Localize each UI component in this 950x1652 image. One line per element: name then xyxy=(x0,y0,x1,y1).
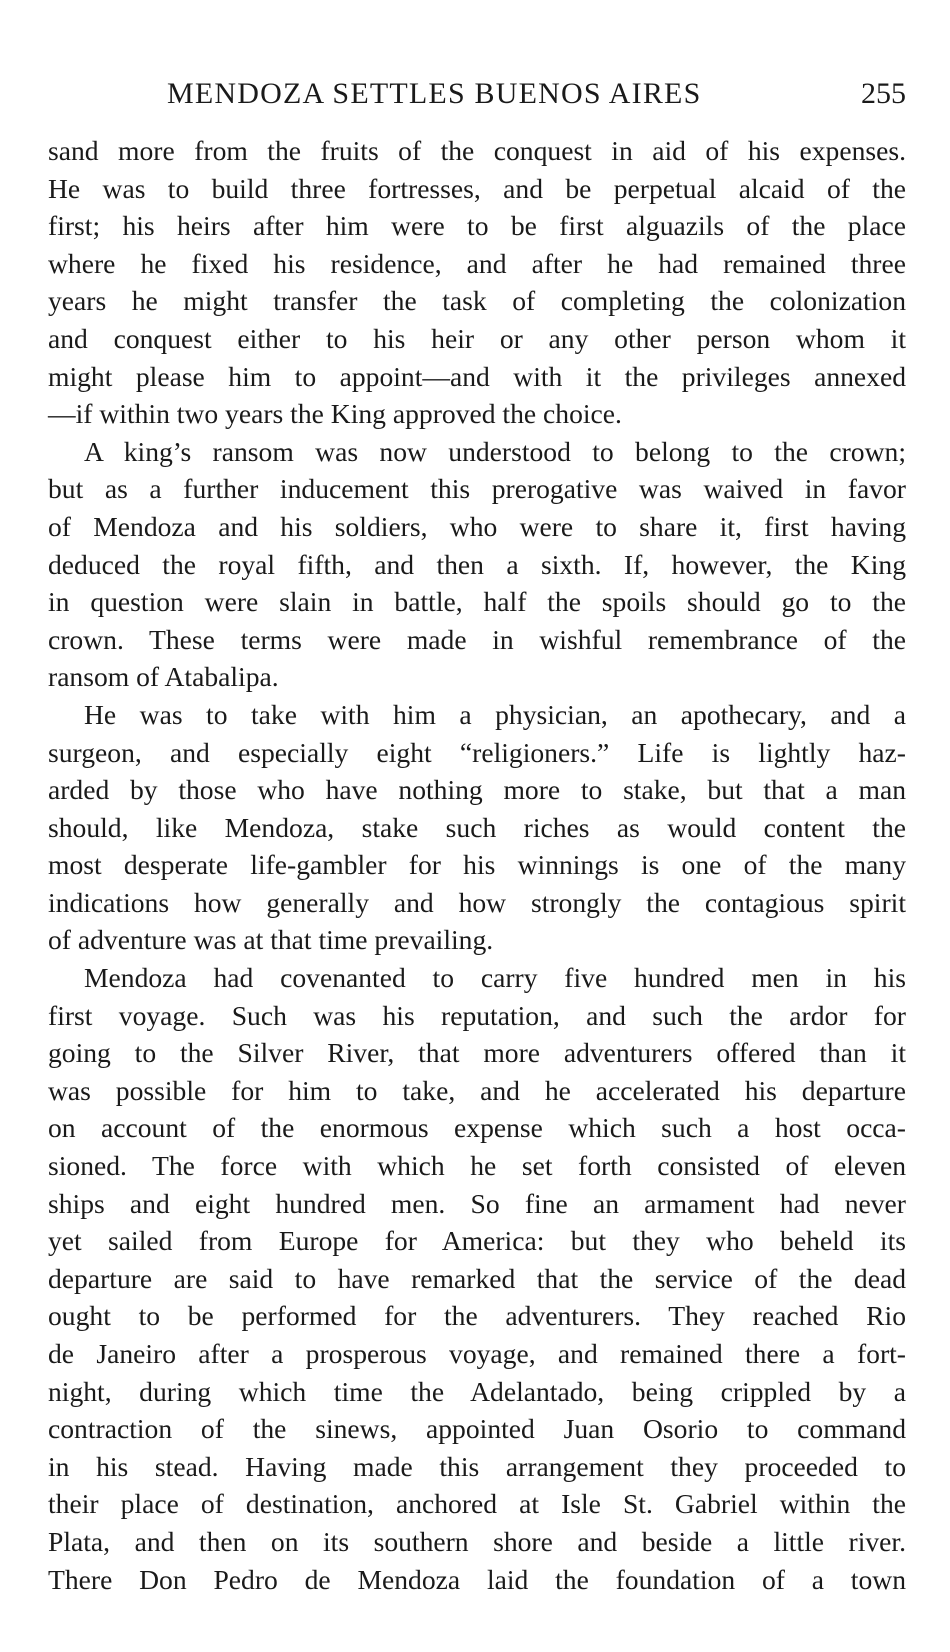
text-line: sand more from the fruits of the conquest in aid of his expenses. xyxy=(48,135,906,166)
text-line: might please him to appoint—and with it the privileges annexed xyxy=(48,360,906,392)
text-line: There Don Pedro de Mendoza laid the foundation of a town xyxy=(48,1563,906,1595)
text-line: where he fixed his residence, and after he had remained three xyxy=(48,247,906,279)
running-head xyxy=(48,72,906,116)
page-number: 255 xyxy=(861,77,906,110)
paragraph-3 xyxy=(48,696,906,959)
text-line: deduced the royal fifth, and then a sixth. If, however, the King xyxy=(48,548,906,580)
text-line: surgeon, and especially eight “religioners.” Life is lightly haz- xyxy=(48,736,906,768)
text-line: He was to take with him a physician, an apothecary, and a xyxy=(84,698,906,730)
text-line: going to the Silver River, that more adventurers offered than it xyxy=(48,1037,906,1069)
text-line: in his stead. Having made this arrangement they proceeded to xyxy=(48,1450,906,1482)
text-line: de Janeiro after a prosperous voyage, and remained there a fort- xyxy=(48,1338,906,1369)
text-line: yet sailed from Europe for America: but they who beheld its xyxy=(48,1225,906,1257)
text-line: —if within two years the King approved the choice. xyxy=(48,398,622,430)
body-text xyxy=(48,132,906,1598)
text-line: Plata, and then on its southern shore and beside a little river. xyxy=(48,1525,906,1557)
text-line: in question were slain in battle, half the spoils should go to the xyxy=(48,586,906,618)
text-line: first; his heirs after him were to be first alguazils of the place xyxy=(48,210,906,242)
text-line: Mendoza had covenanted to carry five hundred men in his xyxy=(84,962,906,994)
text-line: of Mendoza and his soldiers, who were to share it, first having xyxy=(48,510,906,542)
text-line: departure are said to have remarked that the service of the dead xyxy=(48,1262,906,1294)
text-line: sioned. The force with which he set forth consisted of eleven xyxy=(48,1150,906,1182)
text-line: should, like Mendoza, stake such riches as would content the xyxy=(48,811,906,843)
text-line: ought to be performed for the adventurers. They reached Rio xyxy=(48,1300,906,1332)
text-line: most desperate life-gambler for his winnings is one of the many xyxy=(48,849,906,881)
paragraph-4 xyxy=(48,959,906,1598)
text-line: and conquest either to his heir or any other person whom it xyxy=(48,322,906,354)
text-line: A king’s ransom was now understood to belong to the crown; xyxy=(84,435,906,467)
text-line: crown. These terms were made in wishful remembrance of the xyxy=(48,623,906,655)
text-line: years he might transfer the task of completing the colonization xyxy=(48,285,906,317)
paragraph-2 xyxy=(48,433,906,696)
text-line: ships and eight hundred men. So fine an armament had never xyxy=(48,1187,906,1219)
text-line: was possible for him to take, and he accelerated his departure xyxy=(48,1074,906,1106)
text-line: contraction of the sinews, appointed Juan Osorio to command xyxy=(48,1413,906,1445)
running-title: MENDOZA SETTLES BUENOS AIRES xyxy=(167,77,702,110)
text-line: night, during which time the Adelantado, being crippled by a xyxy=(48,1375,906,1407)
text-line: ransom of Atabalipa. xyxy=(48,661,279,693)
text-line: of adventure was at that time prevailing. xyxy=(48,924,494,956)
text-line: on account of the enormous expense which such a host occa- xyxy=(48,1112,906,1144)
text-line: their place of destination, anchored at Isle St. Gabriel within the xyxy=(48,1488,906,1520)
text-line: first voyage. Such was his reputation, and such the ardor for xyxy=(48,999,906,1031)
text-line: arded by those who have nothing more to stake, but that a man xyxy=(48,774,906,806)
text-line: indications how generally and how strongly the contagious spirit xyxy=(48,886,906,918)
paragraph-1 xyxy=(48,132,906,433)
text-line: but as a further inducement this prerogative was waived in favor xyxy=(48,473,906,505)
text-line: He was to build three fortresses, and be perpetual alcaid of the xyxy=(48,172,906,204)
